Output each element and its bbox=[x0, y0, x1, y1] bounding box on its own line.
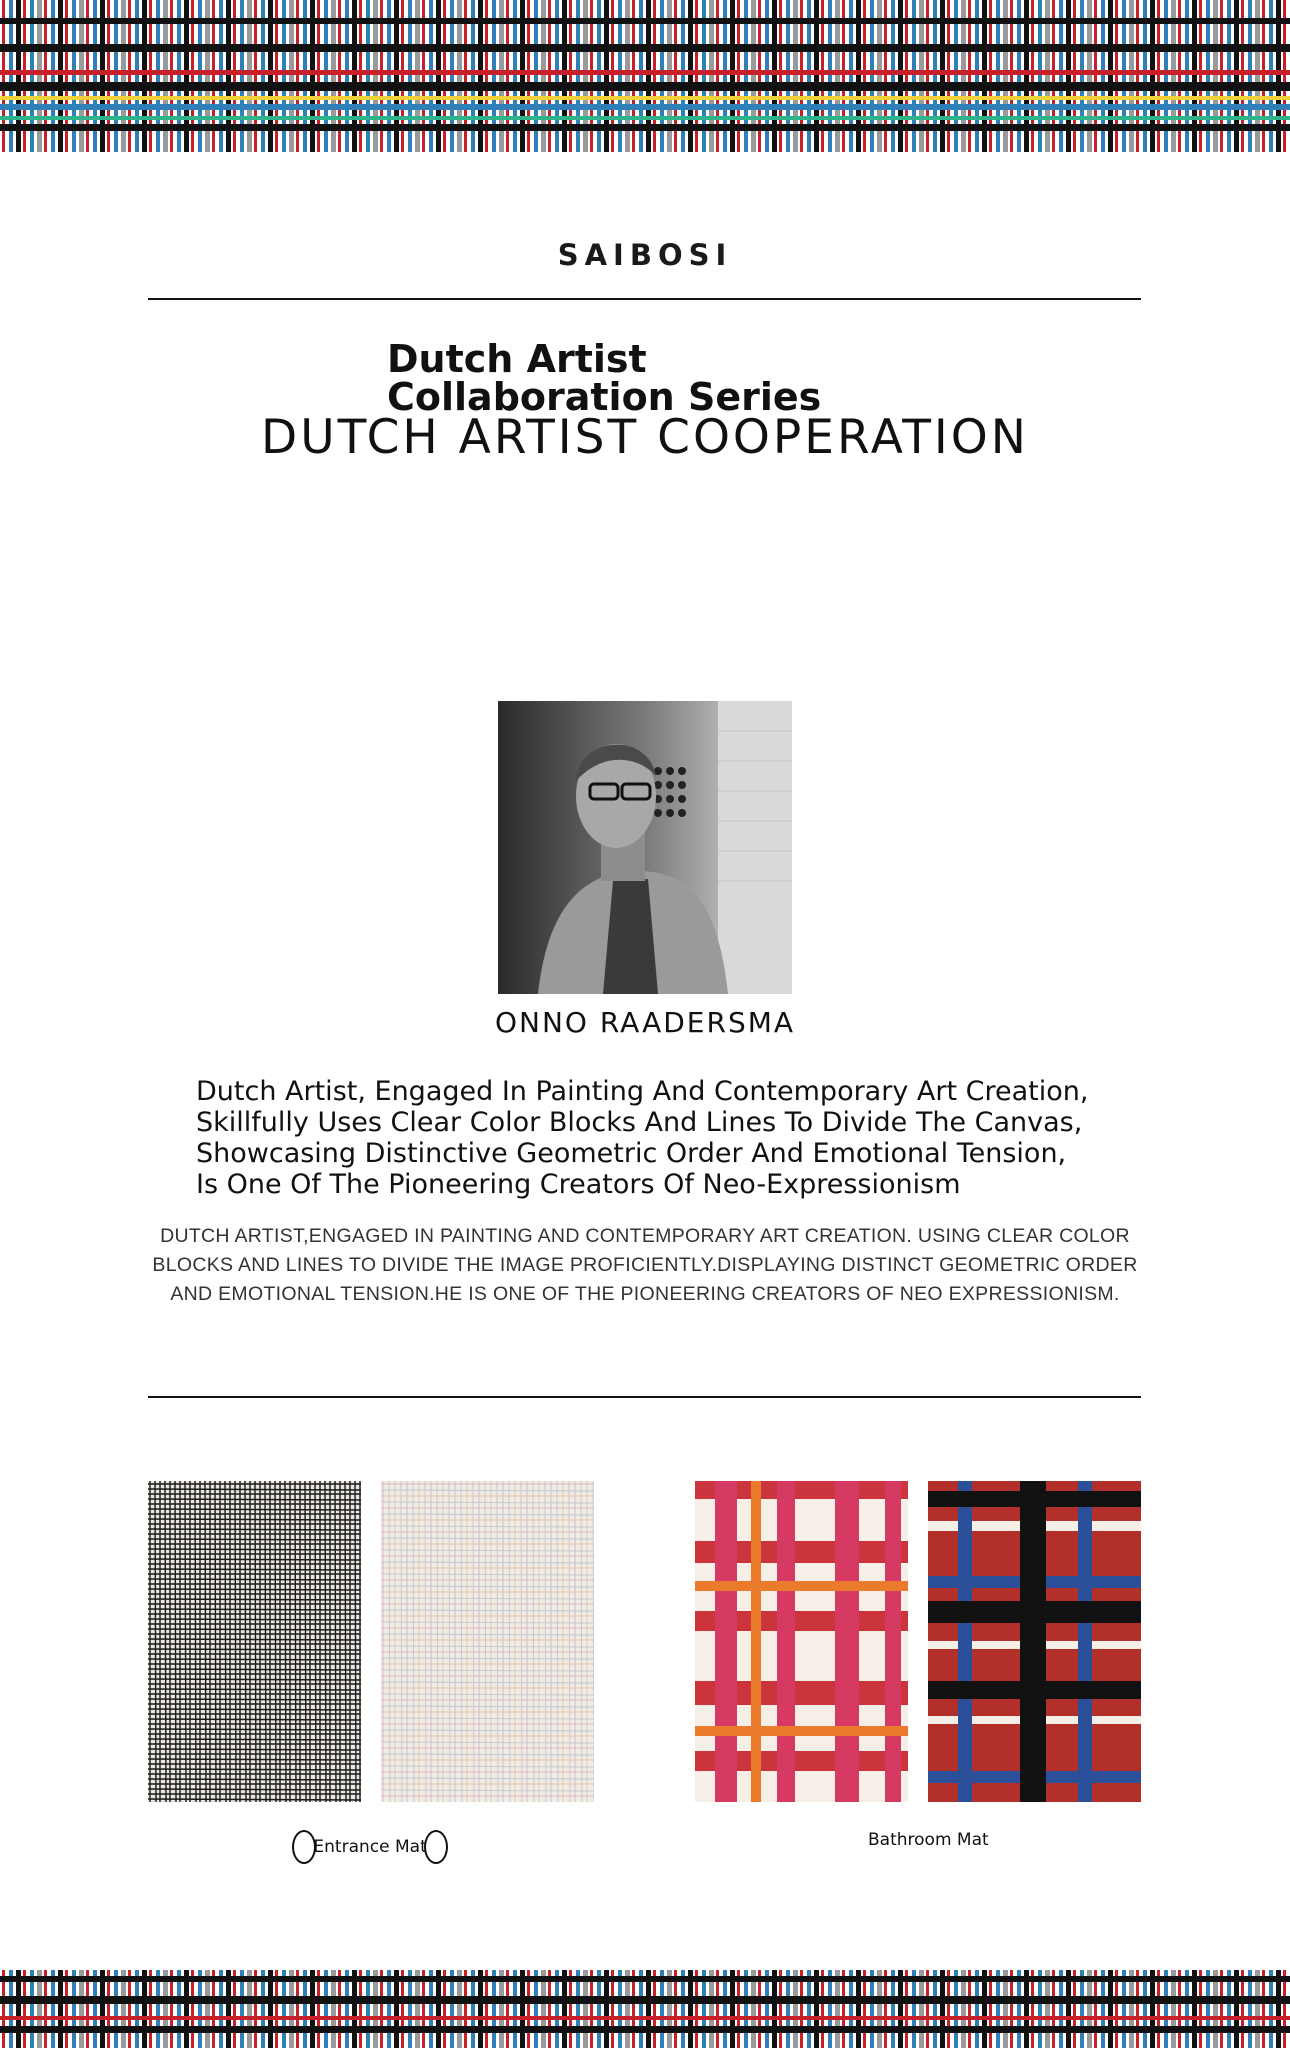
bathroom-mat-pink-image bbox=[695, 1481, 908, 1802]
entrance-mat-label: Entrance Mat bbox=[313, 1837, 427, 1857]
entrance-mat-light-image bbox=[381, 1481, 594, 1802]
entrance-mat-caption bbox=[300, 1830, 440, 1864]
divider-top bbox=[148, 298, 1141, 300]
artist-portrait bbox=[498, 701, 792, 994]
artist-name: ONNO RAADERSMA bbox=[494, 1006, 796, 1039]
artist-bio-primary: Dutch Artist, Engaged In Painting And Contemporary Art Creation, Skillfully Uses Clear Color Blocks And Lines To Divide The Canvas, Showcasing Distinctive Geometric Order And Emotional Tension, Is One Of The Pioneering Creators Of Neo-Expressionism bbox=[196, 1076, 1089, 1200]
brand-name: SAIBOSI bbox=[557, 238, 733, 272]
divider-bottom bbox=[148, 1396, 1141, 1398]
artist-bio-secondary: DUTCH ARTIST,ENGAGED IN PAINTING AND CONTEMPORARY ART CREATION. USING CLEAR COLOR BLOCKS AND LINES TO DIVIDE THE IMAGE PROFICIENTLY.DISPLAYING DISTINCT GEOMETRIC ORDER AND EMOTIONAL TENSION.HE IS ONE OF THE PIONEERING CREATORS OF NEO EXPRESSIONISM. bbox=[152, 1225, 1138, 1305]
collection-title: Dutch Artist Collaboration Series bbox=[387, 337, 822, 419]
bottom-pattern-band bbox=[0, 1970, 1290, 2048]
collection-subtitle: DUTCH ARTIST COOPERATION bbox=[261, 410, 1029, 465]
bathroom-mat-caption: Bathroom Mat bbox=[868, 1830, 989, 1850]
entrance-mat-dark-image bbox=[148, 1481, 361, 1802]
ring-icon bbox=[424, 1830, 448, 1864]
bathroom-mat-red-image bbox=[928, 1481, 1141, 1802]
top-pattern-band bbox=[0, 0, 1290, 152]
